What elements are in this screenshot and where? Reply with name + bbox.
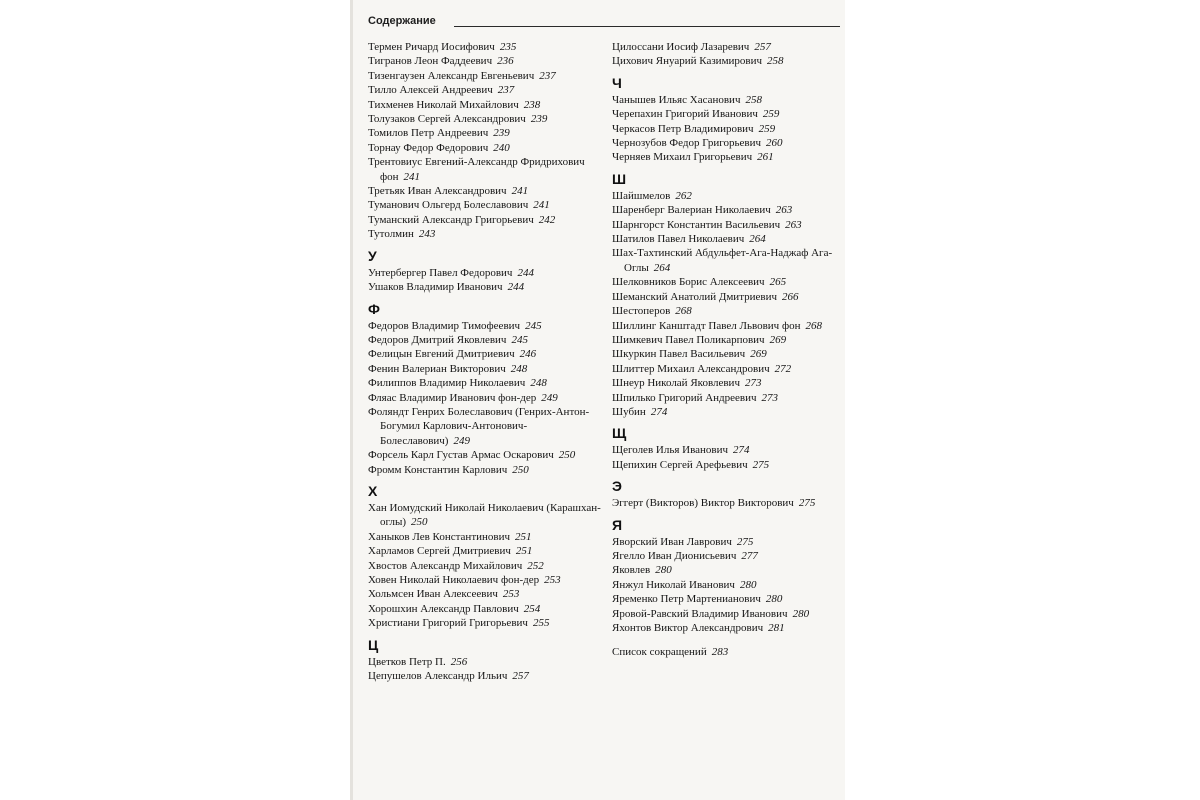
entry-page-number: 274 xyxy=(650,405,668,418)
entry-page-number: 238 xyxy=(523,98,541,111)
index-entry xyxy=(368,54,608,68)
entry-page-number: 275 xyxy=(736,535,754,548)
index-entry xyxy=(368,347,608,361)
index-entry xyxy=(612,535,845,549)
entry-name: Тутолмин xyxy=(368,228,414,241)
entry-name: Ушаков Владимир Иванович xyxy=(368,281,503,294)
entry-name: Хорошхин Александр Павлович xyxy=(368,602,519,615)
index-entry xyxy=(368,112,608,126)
index-entry xyxy=(612,458,845,472)
entry-page-number: 277 xyxy=(741,549,758,562)
index-entry xyxy=(368,198,608,212)
section-letter: Х xyxy=(368,482,378,499)
entry-page-number: 237 xyxy=(497,84,515,97)
entry-name: Фляас Владимир Иванович фон-дер xyxy=(368,391,537,404)
entry-name: Туманович Ольгерд Болеславович xyxy=(368,199,529,212)
entry-page-number: 254 xyxy=(523,602,541,615)
book-page xyxy=(350,0,845,800)
entry-page-number: 262 xyxy=(675,189,692,202)
entry-name: Тизенгаузен Александр Евгеньевич xyxy=(368,69,535,82)
entry-name: Шеманский Анатолий Дмитриевич xyxy=(612,290,778,303)
entry-name: Яворский Иван Лаврович xyxy=(612,535,732,548)
entry-page-number: 244 xyxy=(507,281,525,294)
entry-name: Список сокращений xyxy=(612,646,707,659)
index-entry xyxy=(368,333,608,347)
entry-name: Эггерт (Викторов) Виктор Викторович xyxy=(612,497,794,510)
entry-name: Третьяк Иван Александрович xyxy=(368,185,507,198)
entry-page-number: 274 xyxy=(733,444,750,457)
entry-name: Фромм Константин Карлович xyxy=(368,463,508,476)
entry-page-number: 243 xyxy=(418,228,436,241)
section-letter: У xyxy=(368,247,377,264)
entry-name: Цветков Петр П. xyxy=(368,655,446,668)
entry-name: Федоров Владимир Тимофеевич xyxy=(368,319,521,332)
entry-page-number: 248 xyxy=(510,362,528,375)
entry-name: Щепихин Сергей Арефьевич xyxy=(612,458,748,471)
entry-name: Трентовиус Евгений-Александр Фридрихович фон xyxy=(368,156,585,183)
entry-page-number: 268 xyxy=(805,319,822,332)
running-header xyxy=(368,15,840,27)
index-entry xyxy=(612,578,845,592)
entry-name: Томилов Петр Андреевич xyxy=(368,127,489,140)
entry-page-number: 236 xyxy=(497,55,514,68)
page-left-edge xyxy=(350,0,353,800)
index-entry xyxy=(368,280,608,294)
section-letter: Ш xyxy=(612,170,627,187)
index-entry xyxy=(612,496,845,510)
entry-page-number: 241 xyxy=(511,185,529,198)
entry-page-number: 245 xyxy=(511,333,528,346)
entry-name: Хан Иомудский Николай Николаевич (Карашхан-оглы) xyxy=(368,501,601,529)
index-entry xyxy=(368,530,608,544)
entry-page-number: 241 xyxy=(403,170,421,183)
entry-name: Ханыков Лев Константинович xyxy=(368,530,511,543)
index-entry xyxy=(368,266,608,280)
index-column-left xyxy=(368,40,608,683)
entry-page-number: 242 xyxy=(538,213,556,226)
entry-name: Харламов Сергей Дмитриевич xyxy=(368,545,511,558)
entry-page-number: 235 xyxy=(499,41,517,53)
entry-name: Черепахин Григорий Иванович xyxy=(612,108,758,121)
entry-name: Шлиттер Михаил Александрович xyxy=(612,362,770,375)
entry-name: Форсель Карл Густав Армас Оскарович xyxy=(368,449,554,462)
entry-page-number: 250 xyxy=(512,463,529,476)
entry-name: Торнау Федор Федорович xyxy=(368,141,489,154)
entry-name: Шестоперов xyxy=(612,305,671,318)
index-entry xyxy=(612,376,845,390)
index-entry xyxy=(612,290,845,304)
entry-page-number: 281 xyxy=(768,622,785,634)
entry-name: Филиппов Владимир Николаевич xyxy=(368,377,526,390)
index-entry xyxy=(612,107,845,121)
entry-page-number: 239 xyxy=(530,113,548,126)
index-entry xyxy=(612,203,845,217)
entry-name: Фоляндт Генрих Болеславович (Генрих-Антон-Богумил Карлович-Антонович-Болеславович) xyxy=(368,405,590,447)
entry-page-number: 239 xyxy=(493,127,510,140)
entry-page-number: 263 xyxy=(775,204,793,217)
entry-name: Шкуркин Павел Васильевич xyxy=(612,348,746,361)
index-entry xyxy=(368,376,608,390)
entry-page-number: 280 xyxy=(739,578,757,591)
index-entry xyxy=(368,501,608,530)
entry-name: Толузаков Сергей Александрович xyxy=(368,113,526,126)
entry-page-number: 251 xyxy=(515,530,532,543)
index-entry xyxy=(612,563,845,577)
index-entry xyxy=(368,616,608,630)
entry-page-number: 253 xyxy=(502,588,520,601)
index-column-right xyxy=(612,40,845,660)
index-entry xyxy=(612,246,845,275)
entry-name: Федоров Дмитрий Яковлевич xyxy=(368,333,507,346)
entry-page-number: 261 xyxy=(757,151,774,164)
entry-page-number: 250 xyxy=(558,449,576,462)
entry-page-number: 265 xyxy=(769,276,787,289)
entry-name: Шатилов Павел Николаевич xyxy=(612,233,745,246)
entry-name: Черняев Михаил Григорьевич xyxy=(612,151,753,164)
entry-name: Шубин xyxy=(612,405,646,418)
index-entry xyxy=(612,549,845,563)
index-entry xyxy=(612,391,845,405)
entry-page-number: 245 xyxy=(525,319,542,332)
index-entry xyxy=(368,463,608,477)
index-entry xyxy=(368,655,608,669)
entry-page-number: 258 xyxy=(767,55,784,68)
entry-page-number: 257 xyxy=(754,41,771,53)
index-entry xyxy=(368,319,608,333)
entry-name: Хвостов Александр Михайлович xyxy=(368,559,523,572)
entry-page-number: 241 xyxy=(533,199,550,212)
entry-name: Шиллинг Канштадт Павел Львович фон xyxy=(612,319,801,332)
entry-page-number: 280 xyxy=(792,607,810,620)
entry-page-number: 266 xyxy=(782,290,799,303)
index-entry xyxy=(368,559,608,573)
spacer xyxy=(612,635,845,645)
entry-name: Фелицын Евгений Дмитриевич xyxy=(368,348,515,361)
entry-name: Тигранов Леон Фаддеевич xyxy=(368,55,493,68)
entry-name: Янжул Николай Иванович xyxy=(612,578,735,591)
entry-page-number: 273 xyxy=(744,377,762,390)
index-entry xyxy=(368,40,608,54)
entry-name: Черкасов Петр Владимирович xyxy=(612,122,754,135)
entry-page-number: 264 xyxy=(749,233,766,246)
entry-page-number: 240 xyxy=(493,141,510,154)
index-entry xyxy=(612,621,845,635)
entry-page-number: 244 xyxy=(517,266,534,279)
entry-page-number: 280 xyxy=(765,593,783,606)
entry-page-number: 249 xyxy=(453,434,470,447)
index-entry xyxy=(612,136,845,150)
entry-name: Хольмсен Иван Алексеевич xyxy=(368,588,498,601)
entry-page-number: 260 xyxy=(766,137,783,150)
index-entry xyxy=(368,573,608,587)
entry-name: Яковлев xyxy=(612,564,651,577)
entry-name: Шнеур Николай Яковлевич xyxy=(612,377,740,390)
index-entry xyxy=(612,645,845,659)
index-entry xyxy=(612,218,845,232)
index-entry xyxy=(368,669,608,683)
entry-page-number: 252 xyxy=(527,559,544,572)
index-entry xyxy=(368,227,608,241)
index-entry xyxy=(368,602,608,616)
index-entry xyxy=(612,592,845,606)
entry-name: Туманский Александр Григорьевич xyxy=(368,213,534,226)
entry-page-number: 257 xyxy=(512,670,529,683)
index-entry xyxy=(368,362,608,376)
entry-name: Шах-Тахтинский Абдульфет-Ага-Наджаф Ага-Оглы xyxy=(612,247,833,274)
entry-page-number: 248 xyxy=(530,377,547,390)
entry-page-number: 283 xyxy=(711,646,729,659)
entry-page-number: 264 xyxy=(653,261,671,274)
index-entry xyxy=(612,362,845,376)
section-letter: Ф xyxy=(368,300,380,317)
entry-name: Ховен Николай Николаевич фон-дер xyxy=(368,574,540,586)
index-entry xyxy=(368,141,608,155)
entry-page-number: 263 xyxy=(785,218,802,231)
entry-page-number: 269 xyxy=(769,333,787,346)
index-entry xyxy=(612,405,845,419)
entry-name: Тихменев Николай Михайлович xyxy=(368,98,519,111)
section-letter: Ц xyxy=(368,636,379,653)
index-entry xyxy=(368,391,608,405)
index-entry xyxy=(612,304,845,318)
index-entry xyxy=(612,443,845,457)
index-entry xyxy=(368,544,608,558)
entry-page-number: 249 xyxy=(541,391,558,404)
index-entry xyxy=(368,587,608,601)
entry-page-number: 273 xyxy=(761,391,779,404)
entry-name: Шарнгорст Константин Васильевич xyxy=(612,218,781,231)
index-entry xyxy=(612,122,845,136)
index-entry xyxy=(368,184,608,198)
index-entry xyxy=(368,213,608,227)
entry-name: Фенин Валериан Викторович xyxy=(368,362,506,375)
entry-name: Ягелло Иван Дионисьевич xyxy=(612,549,737,562)
entry-page-number: 250 xyxy=(411,516,428,529)
entry-name: Шаренберг Валериан Николаевич xyxy=(612,204,771,217)
entry-name: Яременко Петр Мартенианович xyxy=(612,593,761,606)
entry-page-number: 259 xyxy=(758,122,776,135)
index-entry xyxy=(612,189,845,203)
entry-name: Яровой-Равский Владимир Иванович xyxy=(612,607,788,620)
index-entry xyxy=(368,98,608,112)
section-letter: Ч xyxy=(612,74,622,91)
index-entry xyxy=(612,275,845,289)
index-entry xyxy=(612,54,845,68)
entry-name: Цепушелов Александр Ильич xyxy=(368,670,508,683)
entry-name: Унтербергер Павел Федорович xyxy=(368,266,513,279)
entry-page-number: 255 xyxy=(532,617,550,630)
section-letter: Э xyxy=(612,478,622,495)
index-entry xyxy=(612,150,845,164)
entry-page-number: 275 xyxy=(798,497,816,510)
index-entry xyxy=(368,69,608,83)
entry-name: Чанышев Ильяс Хасанович xyxy=(612,93,741,106)
entry-name: Цилоссани Иосиф Лазаревич xyxy=(612,41,750,53)
index-entry xyxy=(368,405,608,448)
entry-name: Яхонтов Виктор Александрович xyxy=(612,622,764,634)
index-entry xyxy=(368,155,608,184)
entry-page-number: 259 xyxy=(762,108,780,121)
entry-page-number: 256 xyxy=(450,655,468,668)
entry-name: Тилло Алексей Андреевич xyxy=(368,84,493,97)
entry-page-number: 246 xyxy=(519,348,537,361)
entry-page-number: 251 xyxy=(515,545,533,558)
index-entry xyxy=(612,347,845,361)
entry-name: Термен Ричард Иосифович xyxy=(368,41,495,53)
header-title: Содержание xyxy=(368,15,436,27)
entry-name: Чернозубов Федор Григорьевич xyxy=(612,137,762,150)
section-letter: Щ xyxy=(612,425,627,442)
entry-page-number: 237 xyxy=(539,69,556,82)
index-entry xyxy=(612,607,845,621)
entry-page-number: 269 xyxy=(750,348,767,361)
index-entry xyxy=(368,83,608,97)
index-entry xyxy=(368,126,608,140)
entry-name: Щеголев Илья Иванович xyxy=(612,444,729,457)
entry-name: Христиани Григорий Григорьевич xyxy=(368,617,528,630)
index-entry xyxy=(612,93,845,107)
entry-name: Цихович Януарий Казимирович xyxy=(612,55,763,68)
entry-name: Шпилько Григорий Андреевич xyxy=(612,391,757,404)
index-entry xyxy=(612,319,845,333)
entry-name: Шимкевич Павел Поликарпович xyxy=(612,333,765,346)
header-rule xyxy=(454,26,840,27)
entry-page-number: 268 xyxy=(675,305,692,318)
entry-page-number: 280 xyxy=(655,564,672,577)
entry-name: Шелковников Борис Алексеевич xyxy=(612,276,765,289)
index-entry xyxy=(612,333,845,347)
entry-page-number: 258 xyxy=(745,93,762,106)
entry-page-number: 272 xyxy=(774,362,792,375)
entry-page-number: 253 xyxy=(544,574,561,586)
index-entry xyxy=(612,232,845,246)
entry-page-number: 275 xyxy=(752,458,770,471)
section-letter: Я xyxy=(612,516,623,533)
index-entry xyxy=(612,40,845,54)
index-entry xyxy=(368,448,608,462)
entry-name: Шайшмелов xyxy=(612,189,671,202)
